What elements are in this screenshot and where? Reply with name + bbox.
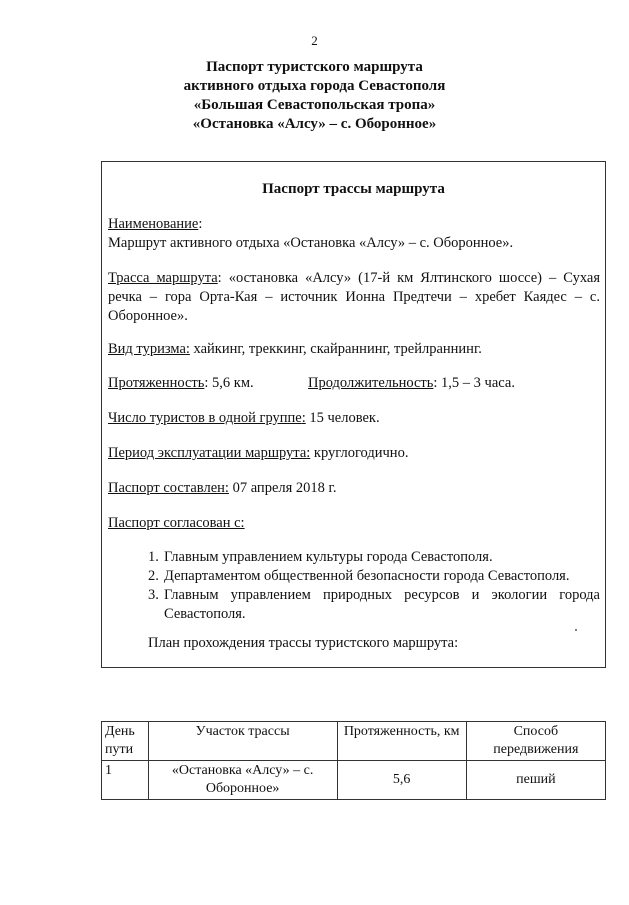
tourism-type-value: хайкинг, треккинг, скайраннинг, трейлраннинг.: [193, 341, 482, 357]
agreed-item: 1. Главным управлением культуры города Севастополя.: [148, 549, 493, 565]
compiled-field: Паспорт составлен: 07 апреля 2018 г.: [108, 480, 337, 496]
tourism-type-field: Вид туризма: хайкинг, треккинг, скайраннинг, трейлраннинг.: [108, 341, 482, 357]
title-line-3: «Большая Севастопольская тропа»: [193, 97, 436, 113]
title-line-1: Паспорт туристского маршрута: [206, 59, 423, 75]
agreed-item-text: Главным управлением природных ресурсов и экологии города Севастополя.: [164, 587, 600, 622]
cell-day: 1: [102, 761, 149, 800]
compiled-value: 07 апреля 2018 г.: [232, 480, 337, 496]
group-size-field: Число туристов в одной группе: 15 человек.: [108, 410, 380, 426]
passport-heading: Паспорт трассы маршрута: [262, 181, 445, 197]
duration: Продолжительность: 1,5 – 3 часа.: [308, 375, 515, 391]
name-field: Наименование: Маршрут активного отдыха «Остановка «Алсу» – с. Оборонное».: [108, 216, 514, 251]
route-value: «остановка «Алсу» (17-й км Ялтинского шоссе) – Сухая речка – гора Орта-Кая – источник Ионна Предтечи – хребет Каядес – с. Оборонное».: [108, 270, 600, 324]
document-title: [0, 58, 629, 134]
agreed-item: 3. Главным управлением природных ресурсов и экологии города Севастополя.: [148, 587, 600, 622]
page-number: 2: [311, 33, 318, 48]
title-line-4: «Остановка «Алсу» – с. Оборонное»: [192, 116, 437, 132]
scan-speck: [575, 629, 577, 631]
tourism-type-label: Вид туризма: [108, 341, 186, 357]
agreed-item: 2. Департаментом общественной безопасности города Севастополя.: [148, 568, 570, 584]
compiled-label: Паспорт составлен: [108, 480, 225, 496]
agreed-field: [108, 514, 600, 533]
table-header-row: [102, 722, 606, 761]
duration-label: Продолжительность: [308, 375, 434, 391]
plan-text: План прохождения трассы туристского маршрута:: [148, 635, 459, 651]
length-value: 5,6 км.: [212, 375, 254, 391]
duration-value: 1,5 – 3 часа.: [441, 375, 515, 391]
table-row: [102, 761, 606, 800]
period-value: круглогодично.: [313, 445, 409, 461]
name-label: Наименование: [108, 216, 199, 232]
route-label: Трасса маршрута: [108, 270, 218, 286]
length-duration-field: Протяженность: 5,6 км. Продолжительность: 1,5 – 3 часа.: [108, 375, 515, 391]
header-day: День пути: [102, 722, 149, 761]
period-label: Период эксплуатации маршрута: [108, 445, 307, 461]
cell-length: 5,6: [337, 761, 466, 800]
name-value: Маршрут активного отдыха «Остановка «Алсу» – с. Оборонное».: [108, 235, 514, 251]
route-passport-box: [101, 161, 606, 668]
agreed-item-text: Главным управлением культуры города Севастополя.: [164, 549, 493, 565]
length-label: Протяженность: [108, 375, 205, 391]
agreed-list: [148, 548, 600, 624]
header-length: Протяженность, км: [337, 722, 466, 761]
period-field: Период эксплуатации маршрута: круглогодично.: [108, 445, 409, 461]
agreed-item-text: Департаментом общественной безопасности города Севастополя.: [164, 568, 570, 584]
route-table: [101, 721, 606, 800]
cell-mode: пеший: [466, 761, 605, 800]
agreed-label: Паспорт согласован с:: [108, 515, 245, 531]
header-mode: Способ передвижения: [466, 722, 605, 761]
header-segment: Участок трассы: [148, 722, 337, 761]
route-field: Трасса маршрута: «остановка «Алсу» (17-й км Ялтинского шоссе) – Сухая речка – гора Орта-Кая – источник Ионна Предтечи – хребет Каядес – с. Оборонное».: [108, 270, 600, 324]
group-size-value: 15 человек.: [309, 410, 380, 426]
title-line-2: активного отдыха города Севастополя: [183, 78, 446, 94]
cell-segment: «Остановка «Алсу» – с. Оборонное»: [148, 761, 337, 800]
group-size-label: Число туристов в одной группе: [108, 410, 302, 426]
